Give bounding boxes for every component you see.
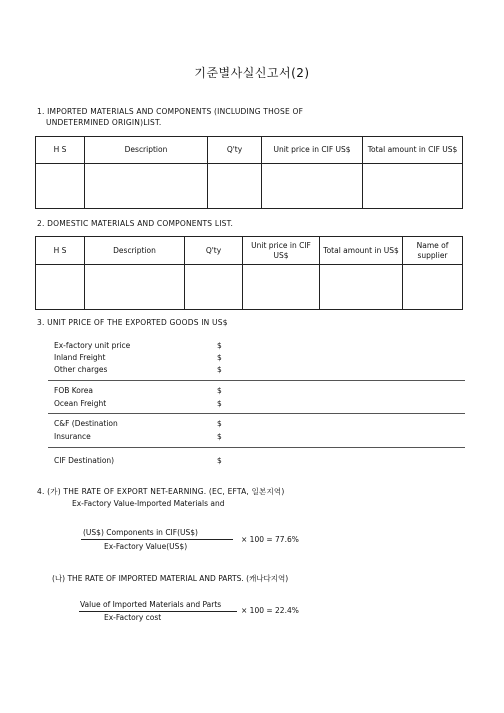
table-cell[interactable] bbox=[262, 164, 363, 209]
price-value-ex-factory[interactable]: $ bbox=[217, 341, 222, 350]
column-header-description: Description bbox=[85, 137, 208, 164]
price-label-fob-korea: FOB Korea bbox=[54, 386, 94, 395]
column-header-hs: H S bbox=[36, 237, 85, 265]
column-header-qty: Q'ty bbox=[185, 237, 243, 265]
price-label-ocean-freight: Ocean Freight bbox=[54, 399, 107, 408]
price-label-cf-destination: C&F (Destination bbox=[54, 419, 118, 428]
column-header-description: Description bbox=[85, 237, 185, 265]
divider bbox=[48, 447, 465, 448]
section4-subheading: Ex-Factory Value-Imported Materials and bbox=[72, 499, 225, 508]
column-header-hs: H S bbox=[36, 137, 85, 164]
price-value-other-charges[interactable]: $ bbox=[217, 365, 222, 374]
price-label-other-charges: Other charges bbox=[54, 365, 108, 374]
table-cell[interactable] bbox=[208, 164, 262, 209]
formula1-fraction-bar bbox=[81, 539, 233, 540]
price-value-inland-freight[interactable]: $ bbox=[217, 353, 222, 362]
section4-heading: 4. (가) THE RATE OF EXPORT NET-EARNING. (EC, EFTA, 일본지역) bbox=[37, 487, 285, 496]
column-header-qty: Q'ty bbox=[208, 137, 262, 164]
table-cell[interactable] bbox=[320, 265, 403, 310]
domestic-materials-table bbox=[35, 236, 463, 310]
divider bbox=[48, 380, 465, 381]
column-header-total-amount: Total amount in US$ bbox=[320, 237, 403, 265]
table-cell[interactable] bbox=[85, 164, 208, 209]
price-value-insurance[interactable]: $ bbox=[217, 432, 222, 441]
price-label-insurance: Insurance bbox=[54, 432, 91, 441]
formula1-result: × 100 = 77.6% bbox=[241, 535, 299, 544]
formula2-result: × 100 = 22.4% bbox=[241, 606, 299, 615]
document-title: 기준별사실신고서(2) bbox=[194, 66, 310, 80]
table-row bbox=[36, 164, 463, 209]
column-header-total-amount: Total amount in CIF US$ bbox=[363, 137, 463, 164]
price-label-cif-destination: CIF Destination) bbox=[54, 456, 115, 465]
price-value-ocean-freight[interactable]: $ bbox=[217, 399, 222, 408]
table-cell[interactable] bbox=[243, 265, 320, 310]
table-cell[interactable] bbox=[36, 164, 85, 209]
table-cell[interactable] bbox=[363, 164, 463, 209]
section1-heading-line2: UNDETERMINED ORIGIN)LIST. bbox=[46, 118, 162, 127]
price-value-cif-destination[interactable]: $ bbox=[217, 456, 222, 465]
price-value-cf-destination[interactable]: $ bbox=[217, 419, 222, 428]
section3-heading: 3. UNIT PRICE OF THE EXPORTED GOODS IN US$ bbox=[37, 318, 228, 327]
table-cell[interactable] bbox=[36, 265, 85, 310]
formula1-numerator: (US$) Components in CIF(US$) bbox=[83, 528, 198, 537]
column-header-unit-price: Unit price in CIF US$ bbox=[243, 237, 320, 265]
formula2-fraction-bar bbox=[79, 611, 237, 612]
table-header-row bbox=[36, 237, 463, 265]
table-cell[interactable] bbox=[403, 265, 463, 310]
column-header-supplier: Name of supplier bbox=[403, 237, 463, 265]
section4-heading-b: (나) THE RATE OF IMPORTED MATERIAL AND PARTS. (캐나다지역) bbox=[52, 574, 289, 583]
column-header-unit-price: Unit price in CIF US$ bbox=[262, 137, 363, 164]
section2-heading: 2. DOMESTIC MATERIALS AND COMPONENTS LIST. bbox=[37, 219, 234, 228]
formula2-numerator: Value of Imported Materials and Parts bbox=[80, 600, 222, 609]
table-row bbox=[36, 265, 463, 310]
section1-heading-line1: 1. IMPORTED MATERIALS AND COMPONENTS (INCLUDING THOSE OF bbox=[37, 107, 304, 116]
divider bbox=[48, 413, 465, 414]
table-cell[interactable] bbox=[85, 265, 185, 310]
formula1-denominator: Ex-Factory Value(US$) bbox=[104, 542, 188, 551]
price-label-ex-factory: Ex-factory unit price bbox=[54, 341, 131, 350]
price-label-inland-freight: Inland Freight bbox=[54, 353, 106, 362]
table-cell[interactable] bbox=[185, 265, 243, 310]
table-header-row bbox=[36, 137, 463, 164]
price-value-fob-korea[interactable]: $ bbox=[217, 386, 222, 395]
formula2-denominator: Ex-Factory cost bbox=[104, 613, 162, 622]
imported-materials-table bbox=[35, 136, 463, 209]
